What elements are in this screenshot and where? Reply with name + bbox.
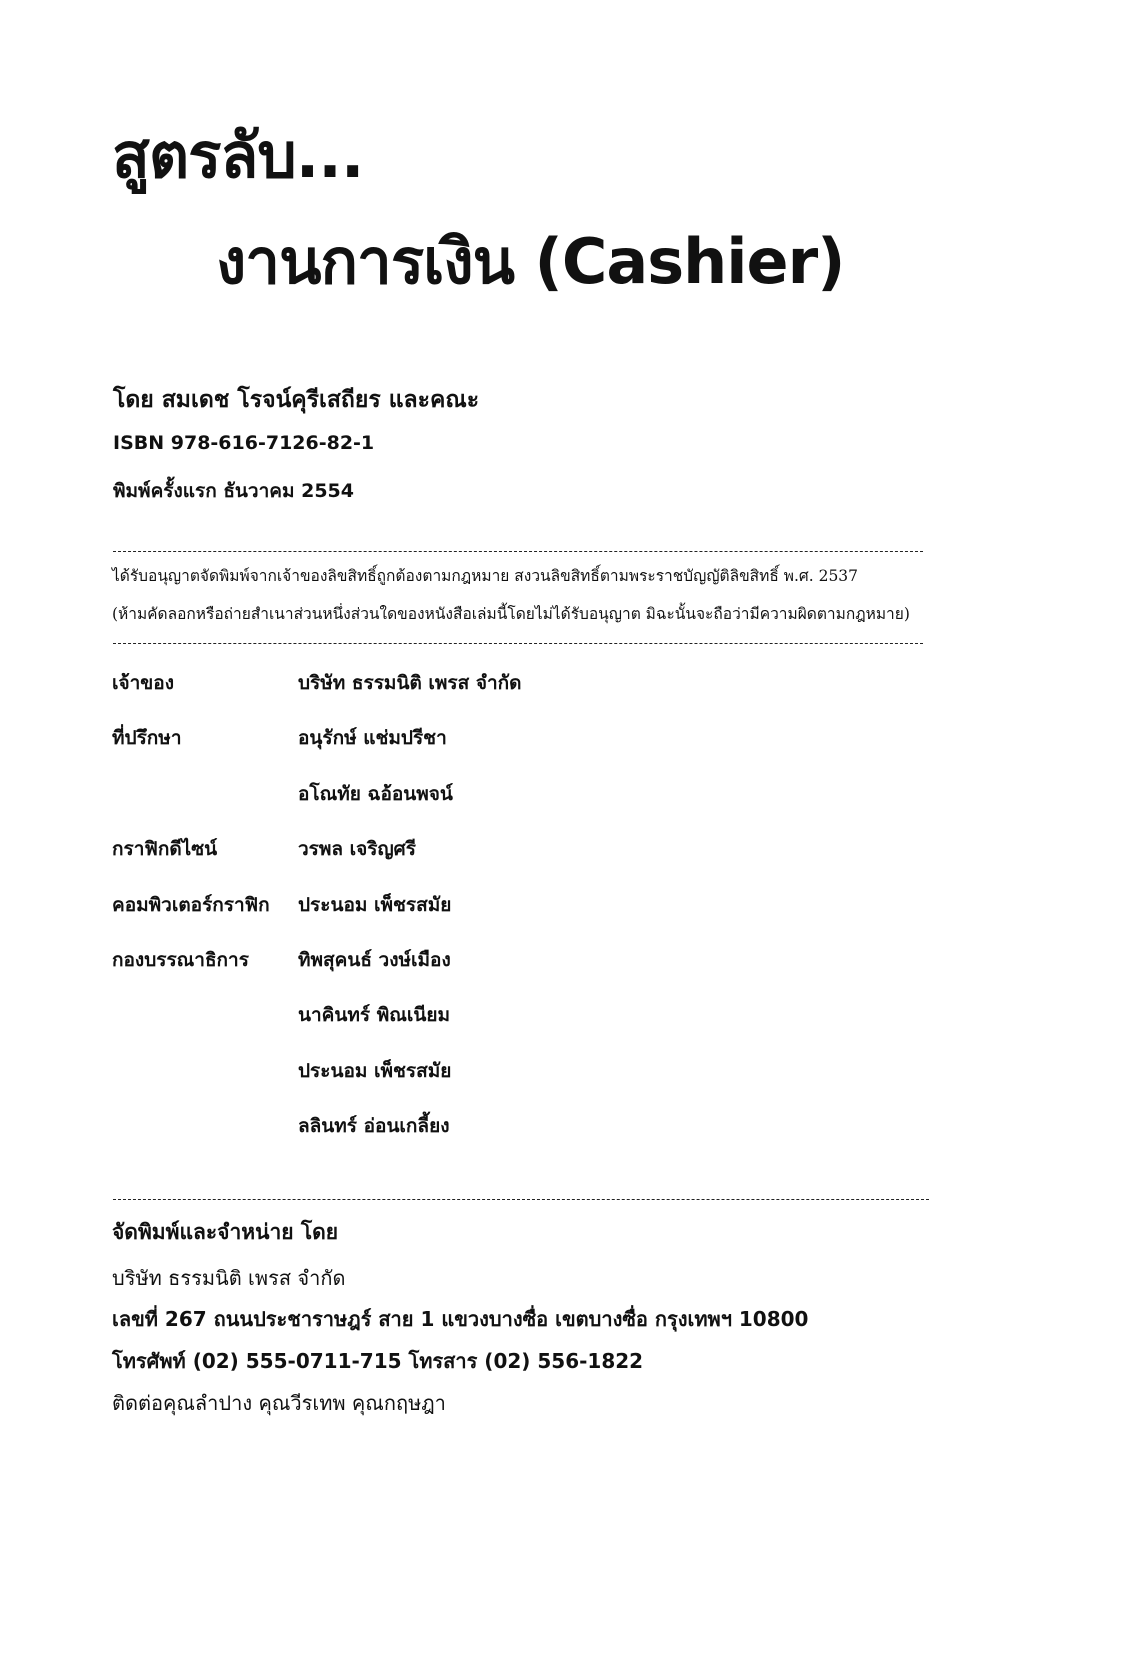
book-title-line-1: สูตรลับ...	[112, 119, 364, 192]
credit-name: ประนอม เพ็ชรสมัย	[298, 1059, 452, 1082]
copyright-notice-line-1: ได้รับอนุญาตจัดพิมพ์จากเจ้าของลิขสิทธิ์ถูกต้องตามกฎหมาย สงวนลิขสิทธิ์ตามพระราชบัญญัติลิขสิทธิ์ พ.ศ. 2537	[112, 567, 859, 585]
author-line: โดย สมเดช โรจน์คุรีเสถียร และคณะ	[113, 387, 480, 413]
dashed-divider-middle	[113, 643, 923, 644]
publisher-address: เลขที่ 267 ถนนประชาราษฎร์ สาย 1 แขวงบางซื่อ เขตบางซื่อ กรุงเทพฯ 10800	[112, 1307, 809, 1331]
credit-row	[112, 1111, 932, 1166]
dashed-divider-bottom	[113, 1199, 929, 1200]
book-title-line-2: งานการเงิน (Cashier)	[216, 225, 845, 298]
publisher-phone: โทรศัพท์ (02) 555-0711-715 โทรสาร (02) 556-1822	[112, 1349, 644, 1373]
publisher-contact: ติดต่อคุณลำปาง คุณวีรเทพ คุณกฤษฎา	[112, 1391, 446, 1415]
publisher-heading: จัดพิมพ์และจำหน่าย โดย	[112, 1220, 339, 1244]
copyright-notice-line-2: (ห้ามคัดลอกหรือถ่ายสำเนาส่วนหนึ่งส่วนใดของหนังสือเล่มนี้โดยไม่ได้รับอนุญาต มิฉะนั้นจะถือว่ามีความผิดตามกฎหมาย)	[112, 605, 910, 623]
credit-row	[112, 779, 932, 834]
credits-list	[112, 668, 932, 1167]
credit-name: อโณทัย ฉอ้อนพจน์	[298, 782, 453, 805]
credit-name: วรพล เจริญศรี	[298, 838, 416, 861]
credit-row	[112, 723, 932, 778]
edition-line: พิมพ์ครั้งแรก ธันวาคม 2554	[113, 480, 354, 502]
credit-name: ลลินทร์ อ่อนเกลี้ยง	[298, 1115, 450, 1138]
dashed-divider-top	[113, 551, 923, 552]
credit-role: คอมพิวเตอร์กราฟิก	[112, 893, 270, 916]
credit-row	[112, 834, 932, 889]
credit-name: นาคินทร์ พิณเนียม	[298, 1004, 450, 1027]
credit-role: ที่ปรึกษา	[112, 727, 182, 750]
credit-row	[112, 668, 932, 723]
credit-name: อนุรักษ์ แช่มปรีชา	[298, 727, 447, 750]
credit-name: ทิพสุคนธ์ วงษ์เมือง	[298, 948, 451, 971]
credit-name: บริษัท ธรรมนิติ เพรส จำกัด	[298, 672, 522, 694]
credit-row	[112, 1000, 932, 1055]
credit-row	[112, 890, 932, 945]
credit-row	[112, 945, 932, 1000]
credit-role: เจ้าของ	[112, 672, 174, 694]
credit-name: ประนอม เพ็ชรสมัย	[298, 893, 452, 916]
publisher-name: บริษัท ธรรมนิติ เพรส จำกัด	[112, 1266, 346, 1290]
credit-row	[112, 1056, 932, 1111]
isbn-line: ISBN 978-616-7126-82-1	[113, 432, 375, 454]
credit-role: กราฟิกดีไซน์	[112, 838, 218, 861]
credit-role: กองบรรณาธิการ	[112, 948, 249, 971]
